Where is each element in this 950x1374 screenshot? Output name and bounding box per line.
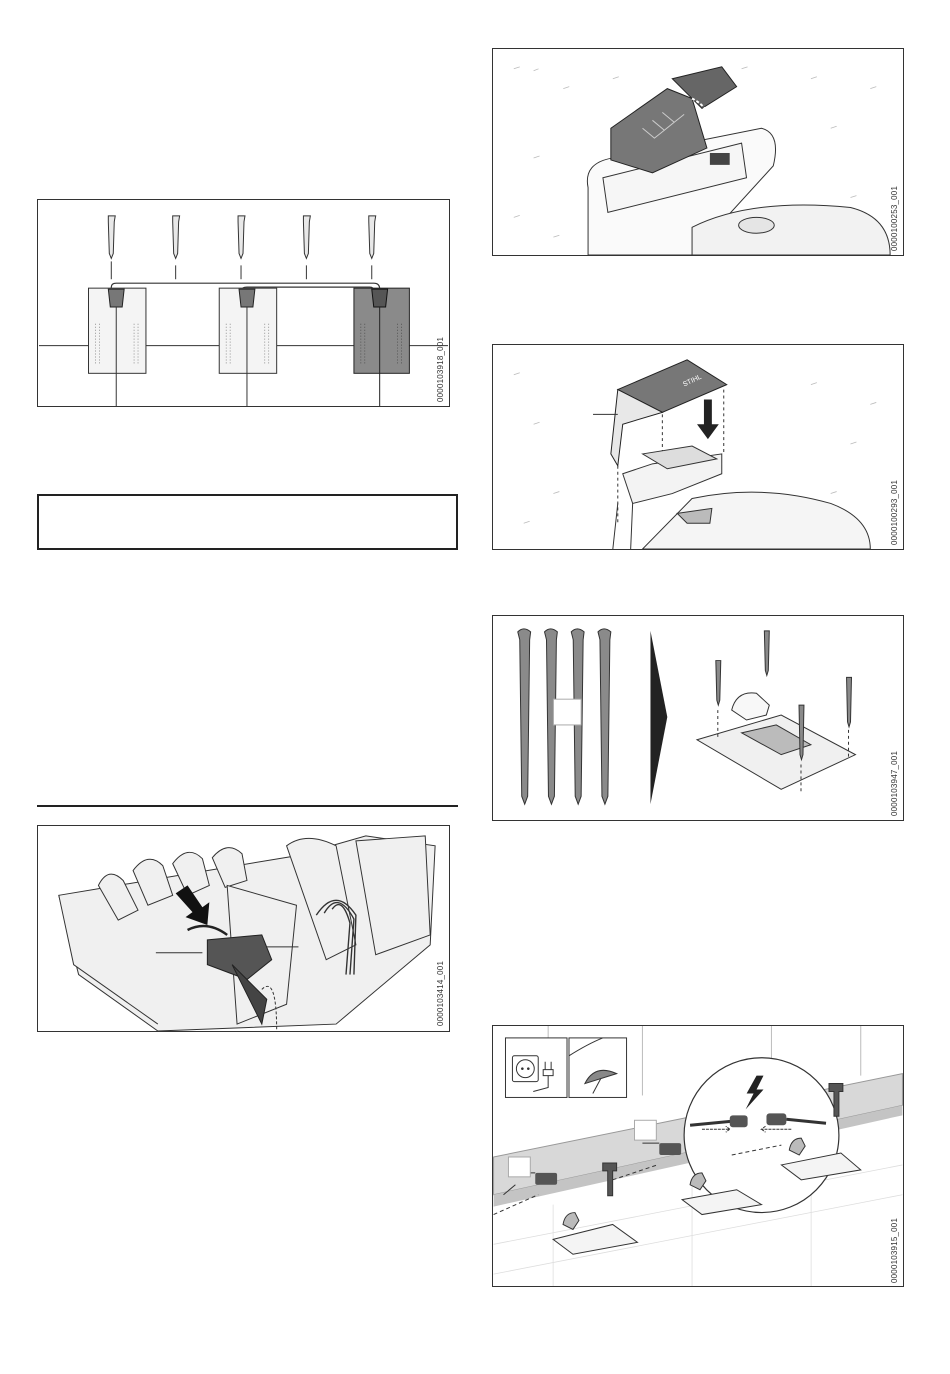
figure-code: 0000100293_001 bbox=[890, 479, 899, 545]
figure-code: 0000103915_001 bbox=[890, 1217, 899, 1283]
note-box bbox=[37, 494, 458, 550]
figure-code: 0000103918_001 bbox=[436, 336, 445, 402]
cover-mount-illustration bbox=[493, 345, 903, 549]
arrow-right-icon bbox=[650, 631, 667, 804]
peg-icon bbox=[108, 216, 115, 259]
figure-code: 0000103414_001 bbox=[436, 960, 445, 1026]
docking-station-1 bbox=[89, 288, 146, 406]
docking-station-2 bbox=[219, 288, 276, 406]
figure-power-supply bbox=[492, 1025, 904, 1287]
figure-code: 0000103947_001 bbox=[890, 750, 899, 816]
stihl-logo: STIHL bbox=[682, 373, 703, 389]
figure-cable-clip bbox=[37, 825, 450, 1032]
pegs-illustration bbox=[493, 616, 903, 820]
peg-icon bbox=[518, 629, 531, 804]
peg-icon bbox=[238, 216, 245, 259]
section-divider bbox=[37, 805, 458, 807]
peg-icon bbox=[598, 629, 611, 804]
figure-cover-mount bbox=[492, 344, 904, 550]
peg-icon bbox=[173, 216, 180, 259]
docking-station-3 bbox=[354, 288, 409, 406]
figure-battery-insert bbox=[492, 48, 904, 256]
figure-code: 0000100253_001 bbox=[890, 185, 899, 251]
figure-pegs bbox=[492, 615, 904, 821]
docking-stations-illustration bbox=[38, 200, 449, 406]
power-supply-illustration bbox=[493, 1026, 903, 1286]
battery-insert-illustration bbox=[493, 49, 903, 255]
peg-icon bbox=[303, 216, 310, 259]
peg-icon bbox=[369, 216, 376, 259]
cable-clip-illustration bbox=[38, 826, 449, 1031]
figure-docking-stations bbox=[37, 199, 450, 407]
